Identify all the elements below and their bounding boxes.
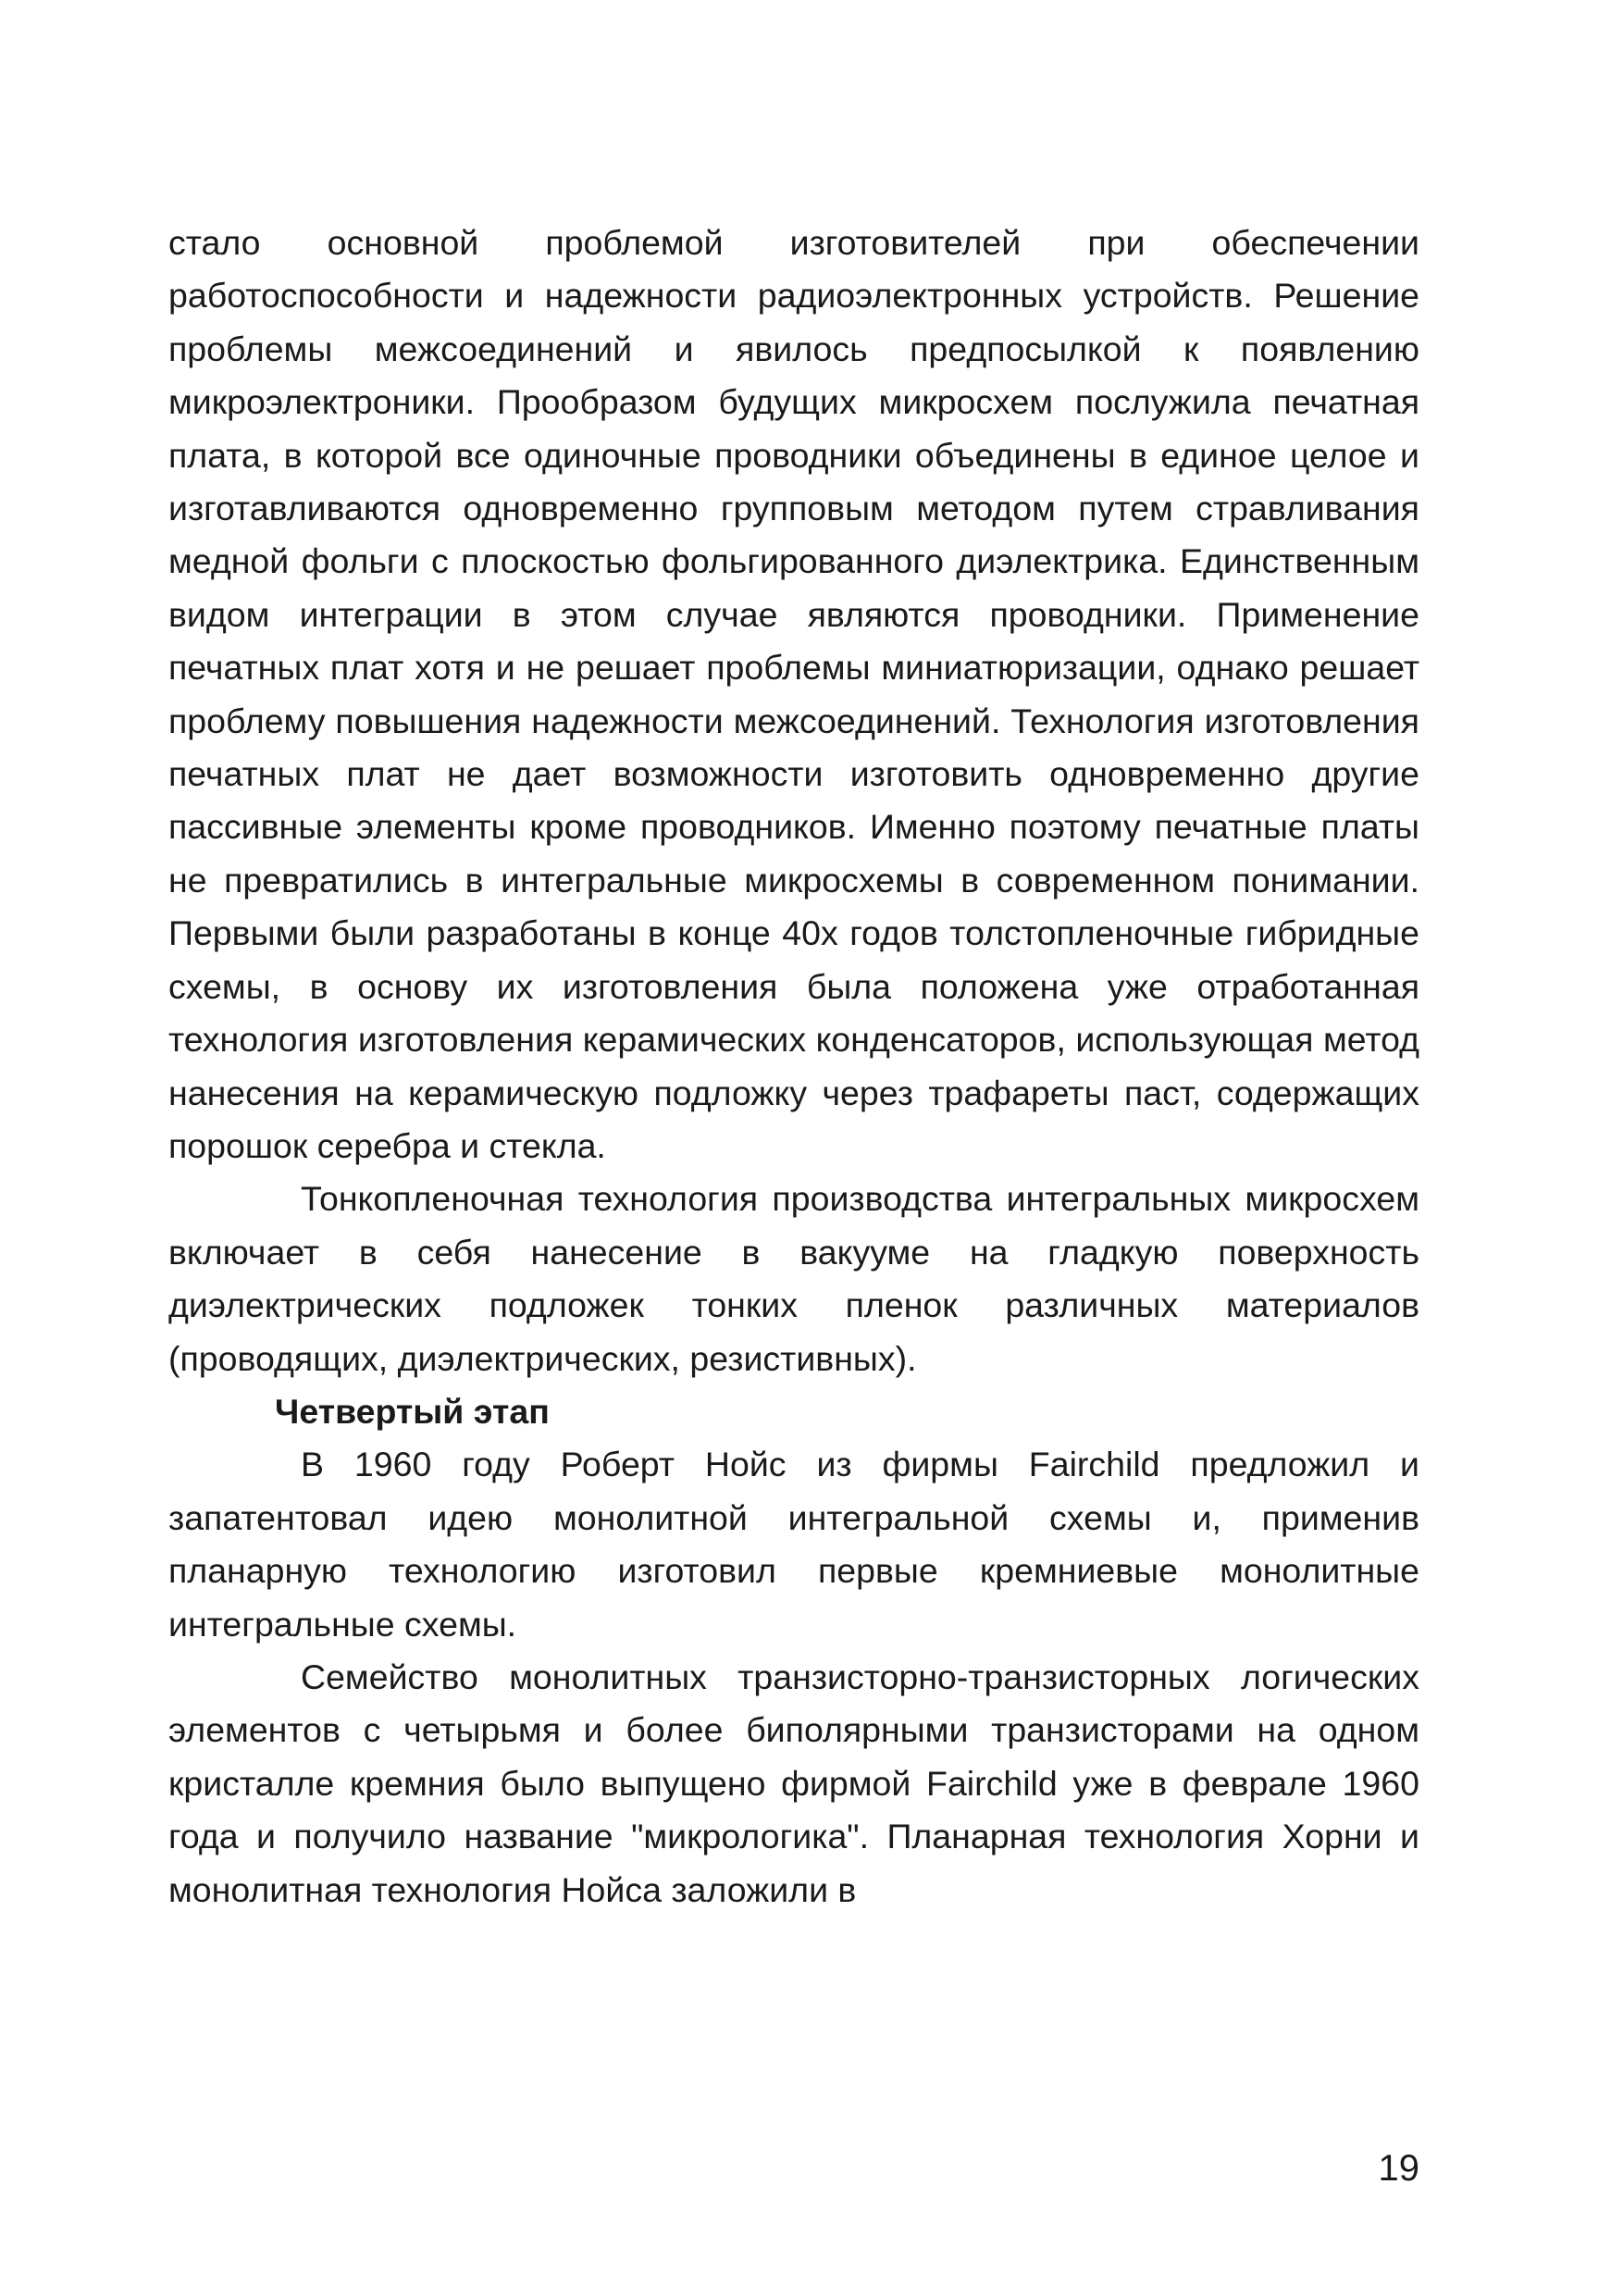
paragraph-printed-boards: стало основной проблемой изготовителей при обеспечении работоспособности и надежности радиоэлектронных устройств. Решение проблемы межсоединений и явилось предпосылкой к появлению микроэлектроники. Прообразом будущих микросхем послужила печатная плата, в которой все одиночные проводники объединены в единое целое и изготавливаются одновременно групповым методом путем стравливания медной фольги с плоскостью фольгированного диэлектрика. Единственным видом интеграции в этом случае являются проводники. Применение печатных плат хотя и не решает проблемы миниатюризации, однако решает проблему повышения надежности межсоединений. Технология изготовления печатных плат не дает возможности изготовить одновременно другие пассивные элементы кроме проводников. Именно поэтому печатные платы не превратились в интегральные микросхемы в современном понимании. Первыми были разработаны в конце 40х годов толстопленочные гибридные схемы, в основу их изготовления была положена уже отработанная технология изготовления керамических конденсаторов, использующая метод нанесения на керамическую подложку через трафареты паст, содержащих порошок серебра и стекла. [168, 223, 1419, 1165]
paragraph-noyce: В 1960 году Роберт Нойс из фирмы Fairchild предложил и запатентовал идею монолитной интегральной схемы и, применив планарную технологию изготовил первые кремниевые монолитные интегральные схемы. [168, 1445, 1419, 1644]
section-heading: Четвертый этап [275, 1391, 550, 1431]
body-text [168, 217, 1419, 1917]
paragraph-micrologic: Семейство монолитных транзисторно-транзисторных логических элементов с четырьмя и более биполярными транзисторами на одном кристалле кремния было выпущено фирмой Fairchild уже в феврале 1960 года и получило название "микрологика". Планарная технология Хорни и монолитная технология Нойса заложили в [168, 1657, 1419, 1909]
paragraph-thin-film: Тонкопленочная технология производства интегральных микросхем включает в себя нанесение в вакууме на гладкую поверхность диэлектрических подложек тонких пленок различных материалов (проводящих, диэлектрических, резистивных). [168, 1179, 1419, 1378]
page-number: 19 [1378, 2148, 1419, 2189]
